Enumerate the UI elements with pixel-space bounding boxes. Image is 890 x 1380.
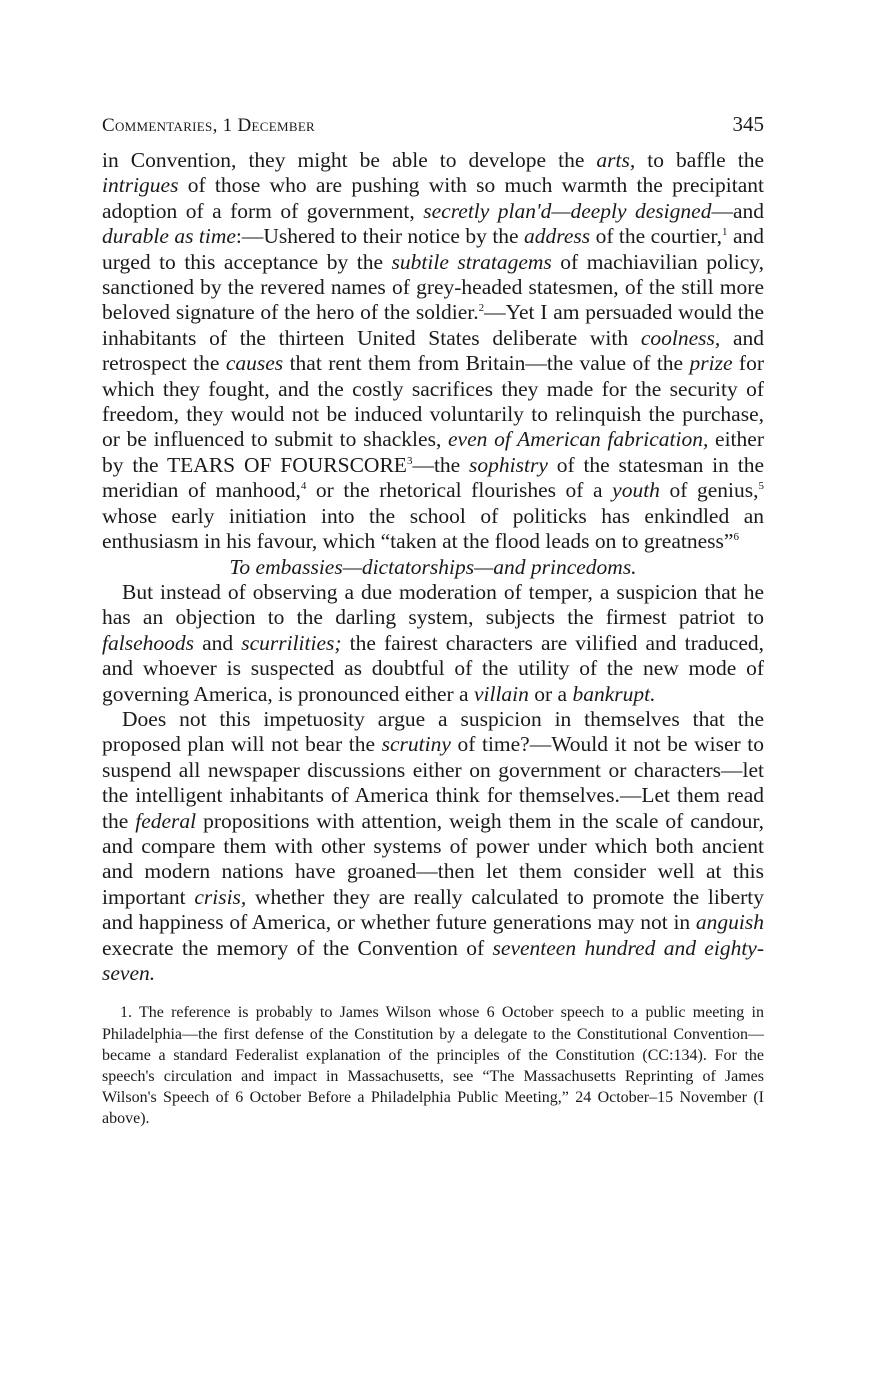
italic-run: scurrilities;	[241, 630, 342, 655]
paragraph-3	[102, 707, 764, 986]
italic-run: federal	[135, 808, 197, 833]
text-run: for which they fought, and the costly sacrifices they made for the security of freedom, they would not be induced voluntarily to relinquish the purchase, or be influenced to submit to shackles,	[102, 351, 764, 452]
italic-run: even of American fabrication,	[448, 427, 709, 452]
italic-run: sophistry	[469, 452, 548, 477]
text-run: the fairest characters are vilified and traduced, and whoever is suspected as doubtful of the utility of the new mode of governing America, is pronounced either a	[102, 630, 764, 706]
text-run: or the rhetorical flourishes of a	[306, 478, 613, 503]
italic-run: anguish	[695, 910, 764, 935]
text-run: —and	[711, 198, 764, 223]
running-title: Commentaries, 1 December	[102, 115, 316, 136]
quote-line: To embassies—dictatorships—and princedoms.	[229, 554, 637, 579]
footnote-marker[interactable]: 6	[733, 530, 739, 543]
footnote-marker[interactable]: 2	[478, 302, 485, 315]
text-run: whose early initiation into the school of politicks has enkindled an enthusiasm in his favour, which “taken at the flood leads on to greatness”	[102, 503, 764, 554]
footnote-marker[interactable]: 1	[722, 226, 728, 239]
italic-run: villain	[473, 681, 529, 706]
text-run: Does not this impetuosity argue a suspicion in themselves that the proposed plan will not bear the	[102, 706, 764, 757]
text-run: execrate the memory of the Convention of	[102, 935, 493, 960]
italic-run: seventeen hundred and eighty-seven.	[102, 935, 764, 985]
italic-run: crisis,	[194, 884, 247, 909]
text-run: to baffle the	[635, 148, 764, 172]
italic-run: intrigues	[102, 173, 179, 198]
text-run: But instead of observing a due moderation of temper, a suspicion that he has an objection to the darling system, subjects the firmest patriot to	[102, 579, 764, 630]
text-run: —the	[412, 452, 470, 477]
text-run: of time?—Would it not be wiser to suspend all newspaper discussions either on government or characters—let the intelligent inhabitants of America think for themselves.—Let them read the	[102, 732, 764, 833]
text-run: of those who are pushing with so much warmth the precipitant adoption of a form of government,	[102, 173, 764, 223]
document-page	[102, 112, 764, 1130]
page-number: 345	[732, 112, 764, 136]
text-run: :—Ushered to their notice by the	[235, 224, 525, 249]
text-run: and retrospect the	[102, 325, 764, 376]
text-run: of the statesman in the meridian of manhood,	[102, 452, 764, 503]
text-run: either by the TEARS OF FOURSCORE	[102, 427, 764, 477]
text-run: of the courtier,	[590, 224, 723, 249]
text-run: in Convention, they might be able to develope the	[102, 148, 597, 172]
italic-run: coolness,	[640, 325, 721, 350]
paragraph-1	[102, 148, 764, 555]
text-run: whether they are really calculated to promote the liberty and happiness of America, or whether future generations may not in	[102, 884, 764, 935]
italic-run: falsehoods	[102, 630, 194, 655]
text-run: and	[193, 630, 242, 655]
footnote-marker[interactable]: 4	[300, 480, 307, 493]
italic-run: youth	[612, 478, 660, 503]
footnote-marker[interactable]: 5	[758, 480, 764, 493]
footnote-marker[interactable]: 3	[406, 454, 413, 467]
paragraph-2	[102, 580, 764, 707]
text-run: of machiavilian policy, sanctioned by the revered names of grey-headed statesmen, of the still more beloved signature of the hero of the soldier.	[102, 249, 765, 325]
body-text	[102, 148, 764, 986]
text-run: that rent them from Britain—the value of the	[283, 351, 690, 376]
italic-run: address	[524, 224, 591, 249]
italic-run: prize	[689, 351, 733, 376]
footnotes	[102, 1002, 764, 1129]
text-run: of genius,	[659, 478, 759, 503]
italic-run: durable as time	[102, 224, 236, 249]
text-run: —Yet I am persuaded would the inhabitants of the thirteen United States deliberate with	[102, 300, 764, 350]
italic-run: arts,	[596, 148, 636, 172]
italic-run: scrutiny	[381, 732, 451, 757]
italic-run: secretly plan'd—deeply designed	[423, 198, 712, 223]
italic-run: causes	[225, 351, 284, 376]
footnote-1: 1. The reference is probably to James Wilson whose 6 October speech to a public meeting in Philadelphia—the first defense of the Constitution by a delegate to the Constitutional Convention—became a standard Federalist explanation of the principles of the Constitution (CC:134). For the speech's circulation and impact in Massachusetts, see “The Massachusetts Reprinting of James Wilson's Speech of 6 October Before a Philadelphia Public Meeting,” 24 October–15 November (I above).	[102, 1004, 764, 1128]
italic-run: bankrupt.	[572, 681, 656, 706]
running-head	[102, 112, 764, 148]
text-run: or a	[528, 681, 573, 706]
text-run: propositions with attention, weigh them in the scale of candour, and compare them with other systems of power under which both ancient and modern nations have groaned—then let them consider well at this important	[102, 808, 764, 909]
italic-run: subtile stratagems	[391, 249, 552, 274]
text-run: and urged to this acceptance by the	[102, 224, 764, 274]
